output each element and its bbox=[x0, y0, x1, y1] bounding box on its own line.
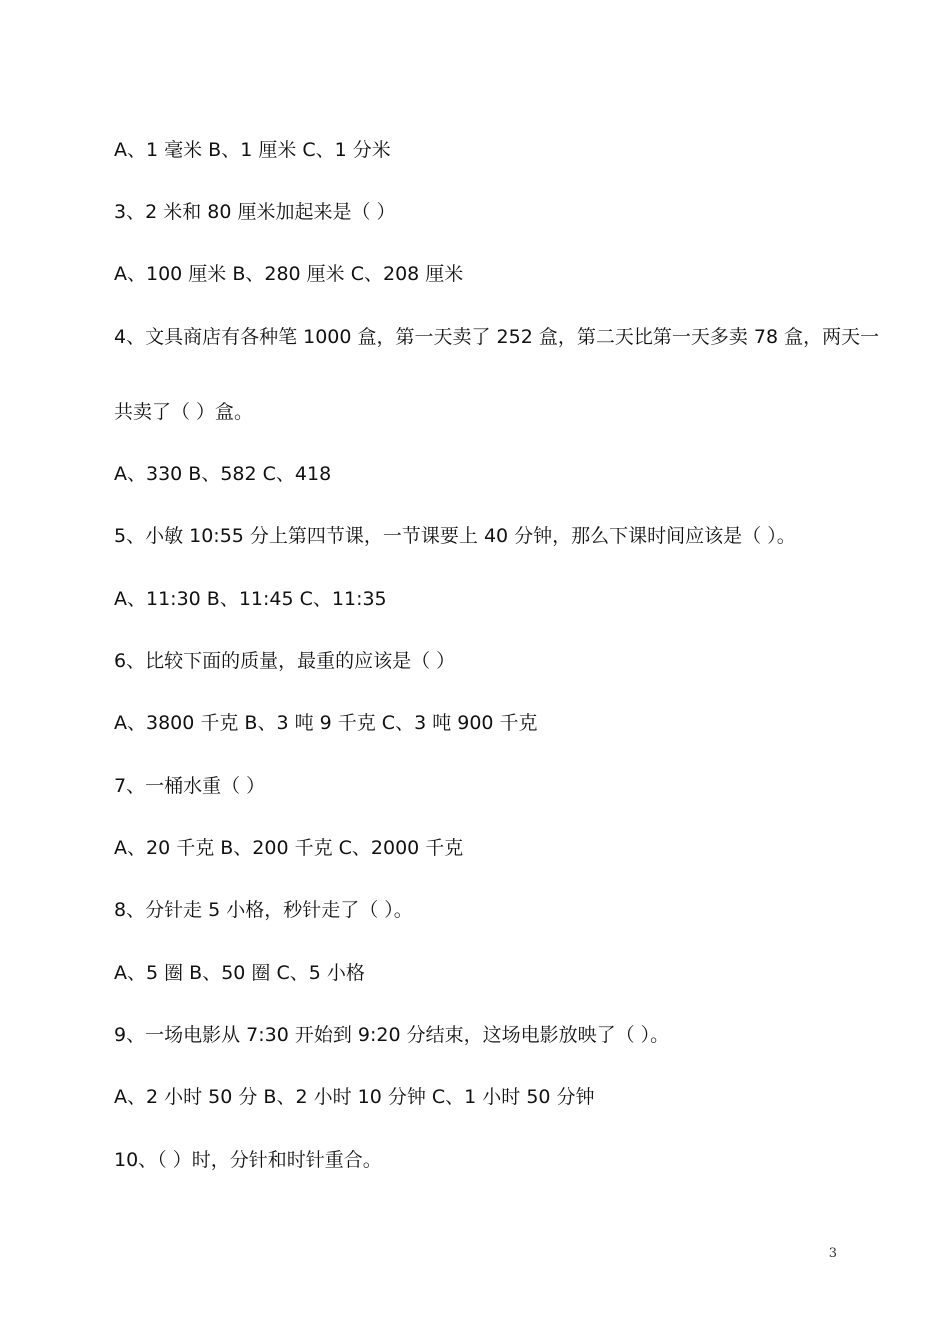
question-7-options: A、20 千克 B、200 千克 C、2000 千克 bbox=[114, 837, 464, 859]
question-8-options: A、5 圈 B、50 圈 C、5 小格 bbox=[114, 962, 365, 984]
question-8-text: 8、分针走 5 小格，秒针走了（ ）。 bbox=[114, 899, 413, 921]
question-3-options: A、100 厘米 B、280 厘米 C、208 厘米 bbox=[114, 263, 464, 285]
question-4-text-line-2: 共卖了（ ）盒。 bbox=[114, 401, 254, 423]
question-9-text: 9、一场电影从 7:30 开始到 9:20 分结束，这场电影放映了（ ）。 bbox=[114, 1024, 670, 1046]
question-5-text: 5、小敏 10:55 分上第四节课，一节课要上 40 分钟，那么下课时间应该是（ ）。 bbox=[114, 525, 796, 547]
question-6-options: A、3800 千克 B、3 吨 9 千克 C、3 吨 900 千克 bbox=[114, 712, 538, 734]
question-4-text-line-1: 4、文具商店有各种笔 1000 盒，第一天卖了 252 盒，第二天比第一天多卖 78 盒，两天一 bbox=[114, 326, 880, 348]
question-10-text: 10、（ ）时，分针和时针重合。 bbox=[114, 1149, 382, 1171]
question-3-text: 3、2 米和 80 厘米加起来是（ ） bbox=[114, 201, 396, 223]
question-2-options: A、1 毫米 B、1 厘米 C、1 分米 bbox=[114, 139, 391, 161]
question-4-options: A、330 B、582 C、418 bbox=[114, 463, 332, 485]
question-7-text: 7、一桶水重（ ） bbox=[114, 775, 266, 797]
question-9-options: A、2 小时 50 分 B、2 小时 10 分钟 C、1 小时 50 分钟 bbox=[114, 1086, 595, 1108]
question-6-text: 6、比较下面的质量，最重的应该是（ ） bbox=[114, 650, 456, 672]
page-number: 3 bbox=[828, 1246, 837, 1261]
question-5-options: A、11:30 B、11:45 C、11:35 bbox=[114, 588, 387, 610]
